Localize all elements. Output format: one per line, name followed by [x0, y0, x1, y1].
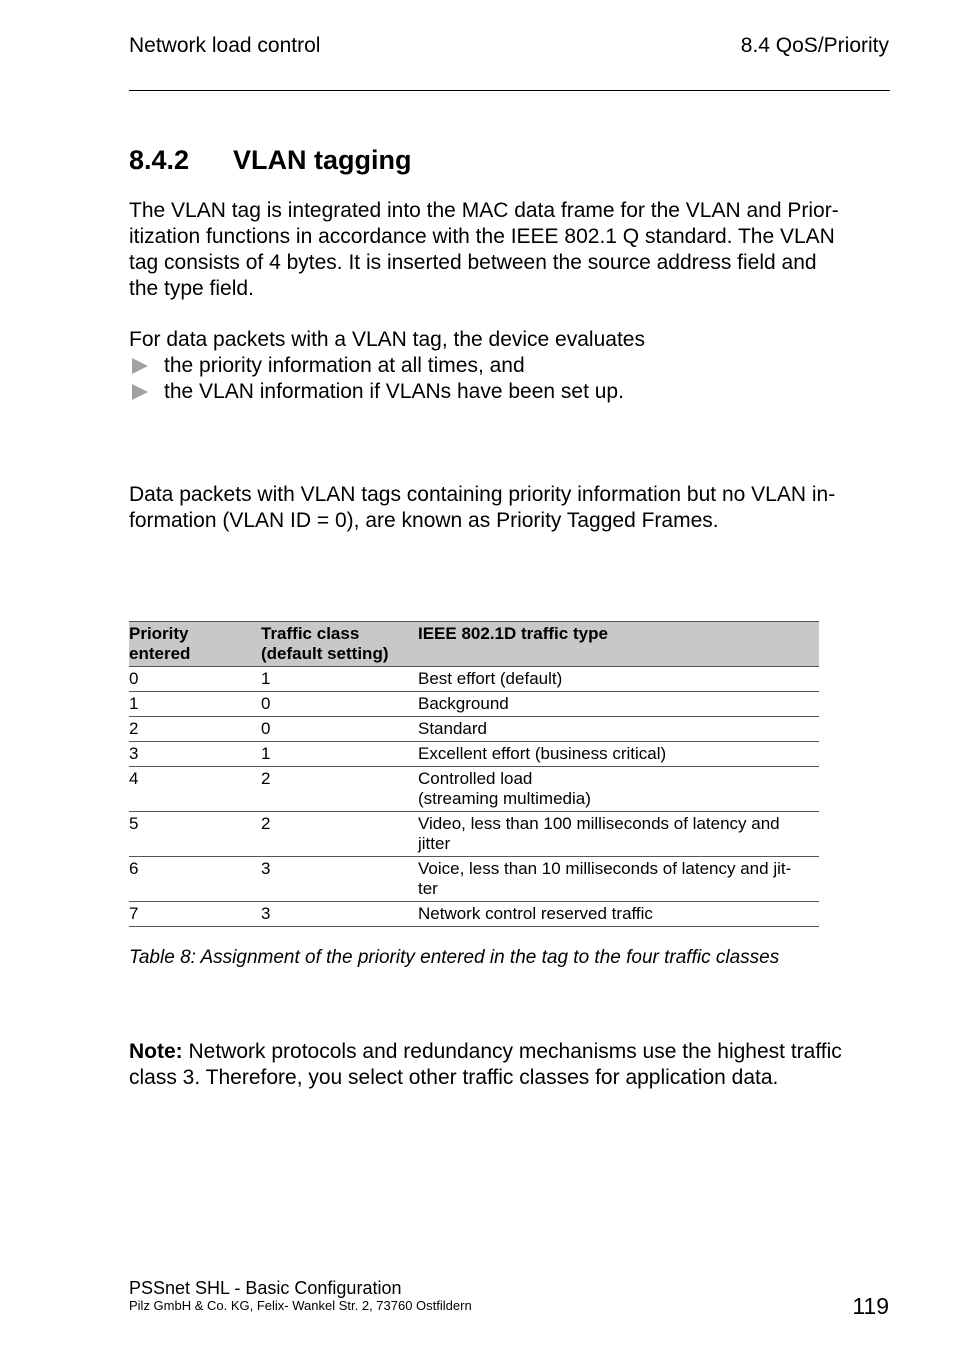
cell-priority: 1 [129, 692, 261, 717]
cell-traffic-class: 3 [261, 857, 418, 902]
table-row [129, 667, 819, 692]
section-title: VLAN tagging [233, 145, 412, 175]
cell-traffic-type: Best effort (default) [418, 667, 819, 692]
header-divider [129, 90, 890, 91]
table-row [129, 767, 819, 812]
table-row [129, 692, 819, 717]
text-line: class 3. Therefore, you select other traffic classes for application data. [129, 1066, 779, 1089]
cell-priority: 7 [129, 902, 261, 927]
running-header-right: 8.4 QoS/Priority [740, 34, 889, 57]
table-caption: Table 8: Assignment of the priority entered in the tag to the four traffic classes [129, 947, 780, 968]
cell-traffic-class: 1 [261, 742, 418, 767]
cell-priority: 2 [129, 717, 261, 742]
cell-traffic-class: 0 [261, 692, 418, 717]
text-line: tag consists of 4 bytes. It is inserted between the source address field and [129, 251, 817, 274]
text-line: itization functions in accordance with the IEEE 802.1 Q standard. The VLAN [129, 225, 835, 248]
table-header-row [129, 622, 819, 667]
note-paragraph [129, 1039, 891, 1091]
header-traffic-class: Traffic class (default setting) [261, 622, 418, 667]
paragraph-evaluation [129, 327, 891, 405]
text-line: Note: Network protocols and redundancy mechanisms use the highest traffic [129, 1040, 842, 1063]
cell-traffic-class: 2 [261, 767, 418, 812]
cell-priority: 6 [129, 857, 261, 902]
text-line: The VLAN tag is integrated into the MAC data frame for the VLAN and Prior- [129, 199, 839, 222]
cell-traffic-class: 0 [261, 717, 418, 742]
cell-traffic-class: 1 [261, 667, 418, 692]
cell-traffic-type: Controlled load (streaming multimedia) [418, 767, 819, 812]
running-header-left: Network load control [129, 34, 321, 57]
cell-traffic-type: Excellent effort (business critical) [418, 742, 819, 767]
paragraph-vlan-tag [129, 198, 891, 302]
table-row [129, 742, 819, 767]
bullet-item [132, 353, 891, 379]
table-row [129, 717, 819, 742]
table-row [129, 902, 819, 927]
bullet-text: the VLAN information if VLANs have been set up. [164, 380, 624, 403]
footer-title: PSSnet SHL - Basic Configuration [129, 1278, 402, 1298]
header-traffic-type: IEEE 802.1D traffic type [418, 622, 819, 667]
bullet-item [132, 379, 891, 405]
cell-traffic-type: Network control reserved traffic [418, 902, 819, 927]
page-number: 119 [852, 1293, 889, 1319]
triangle-bullet-icon [132, 384, 148, 400]
cell-traffic-type: Video, less than 100 milliseconds of latency and jitter [418, 812, 819, 857]
text-line: Data packets with VLAN tags containing priority information but no VLAN in- [129, 483, 836, 506]
section-heading [129, 143, 411, 177]
cell-traffic-type: Voice, less than 10 milliseconds of latency and jit- ter [418, 857, 819, 902]
cell-priority: 0 [129, 667, 261, 692]
cell-priority: 3 [129, 742, 261, 767]
bullet-text: the priority information at all times, and [164, 354, 525, 377]
cell-traffic-class: 3 [261, 902, 418, 927]
cell-traffic-type: Standard [418, 717, 819, 742]
note-label: Note: [129, 1040, 183, 1063]
table-row [129, 812, 819, 857]
header-priority: Priority entered [129, 622, 261, 667]
cell-priority: 4 [129, 767, 261, 812]
priority-table [129, 621, 819, 927]
section-number: 8.4.2 [129, 145, 190, 175]
triangle-bullet-icon [132, 358, 148, 374]
cell-traffic-type: Background [418, 692, 819, 717]
cell-priority: 5 [129, 812, 261, 857]
text-line: formation (VLAN ID = 0), are known as Priority Tagged Frames. [129, 509, 719, 532]
paragraph-priority-tagged [129, 482, 891, 534]
table-row [129, 857, 819, 902]
text-line: the type field. [129, 277, 254, 300]
footer-address: Pilz GmbH & Co. KG, Felix- Wankel Str. 2, 73760 Ostfildern [129, 1298, 472, 1313]
cell-traffic-class: 2 [261, 812, 418, 857]
text-line: For data packets with a VLAN tag, the device evaluates [129, 328, 645, 351]
